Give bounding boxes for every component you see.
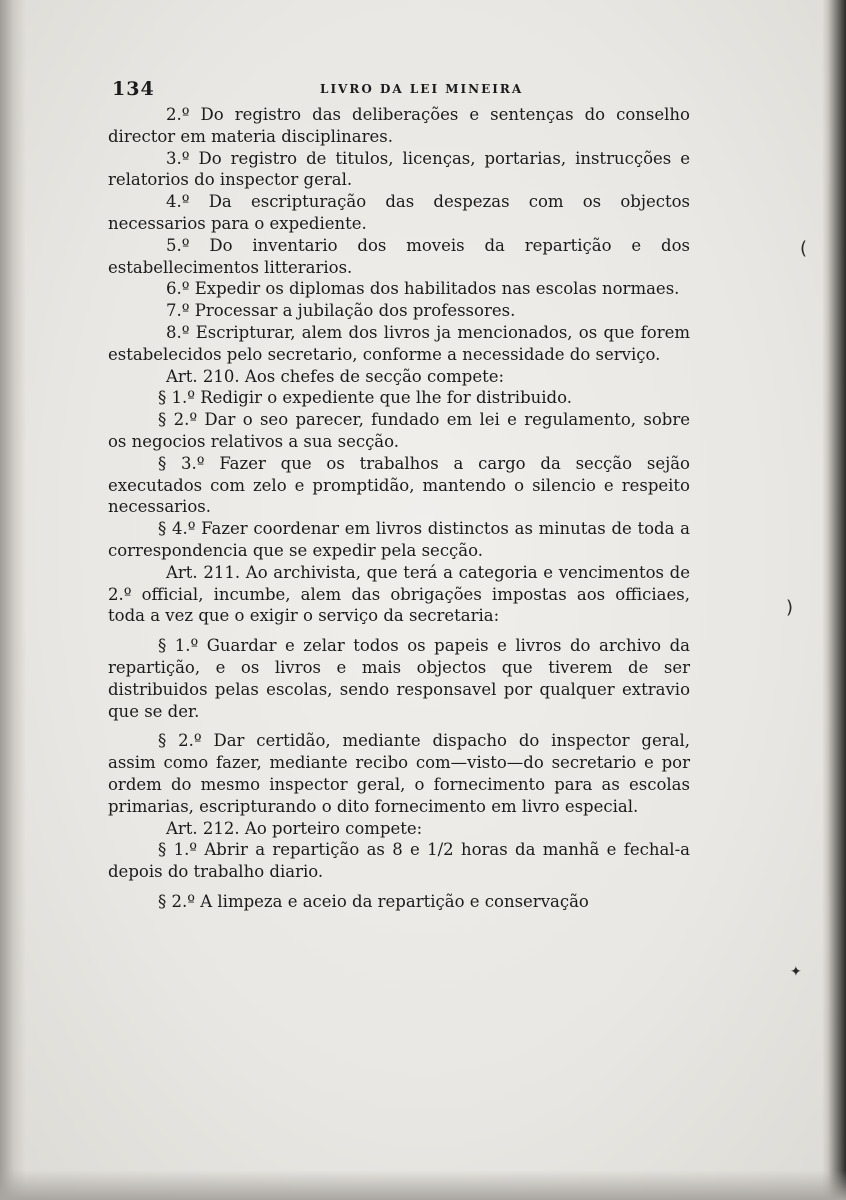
- section-paragraph: § 1.º Guardar e zelar todos os papeis e livros do archivo da repartição, e os livros e mais objectos que tiverem de ser distribuidos pelas escolas, sendo responsavel por qualquer extravio que se der.: [108, 636, 690, 721]
- page-number: 134: [112, 78, 155, 100]
- margin-mark: ): [786, 597, 794, 618]
- article-heading: Art. 210. Aos chefes de secção compete:: [166, 366, 505, 386]
- page-right-edge-shadow: [822, 0, 846, 1200]
- paragraph: 4.º Da escripturação das despezas com os objectos necessarios para o expediente.: [108, 192, 690, 233]
- margin-mark: ✦: [790, 964, 802, 980]
- section-paragraph: § 2.º A limpeza e aceio da repartição e conservação: [158, 891, 589, 911]
- article-heading: Art. 212. Ao porteiro compete:: [166, 818, 423, 838]
- page-header: [100, 70, 690, 104]
- section-paragraph: § 1.º Redigir o expediente que lhe for distribuido.: [158, 388, 572, 408]
- section-paragraph: § 2.º Dar certidão, mediante dispacho do inspector geral, assim como fazer, mediante recibo com—visto—do secretario e por ordem do mesmo inspector geral, o fornecimento para as escolas primarias, escripturando o dito fornecimento em livro especial.: [108, 731, 690, 816]
- page-left-edge-shadow: [0, 0, 26, 1200]
- paragraph: 7.º Processar a jubilação dos professores.: [166, 301, 516, 321]
- article-paragraph: Art. 211. Ao archivista, que terá a categoria e vencimentos de 2.º official, incumbe, alem das obrigações impostas aos officiaes, toda a vez que o exigir o serviço da secretaria:: [108, 562, 690, 626]
- margin-mark: (: [800, 238, 808, 259]
- section-paragraph: § 3.º Fazer que os trabalhos a cargo da secção sejão executados com zelo e promptidão, mantendo o silencio e respeito necessarios.: [108, 453, 690, 517]
- section-paragraph: § 1.º Abrir a repartição as 8 e 1/2 horas da manhã e fechal-a depois do trabalho diario.: [108, 840, 690, 882]
- section-paragraph: § 2.º Dar o seo parecer, fundado em lei e regulamento, sobre os negocios relativos a sua secção.: [108, 410, 690, 451]
- page-bottom-edge-shadow: [0, 1170, 846, 1200]
- body-text: [100, 104, 690, 913]
- section-paragraph: § 4.º Fazer coordenar em livros distinctos as minutas de toda a correspondencia que se expedir pela secção.: [108, 519, 690, 560]
- paragraph: 5.º Do inventario dos moveis da repartição e dos estabellecimentos litterarios.: [108, 235, 690, 277]
- running-title: LIVRO DA LEI MINEIRA: [320, 82, 524, 96]
- paragraph: 6.º Expedir os diplomas dos habilitados nas escolas normaes.: [166, 279, 680, 299]
- paragraph: 2.º Do registro das deliberações e sentenças do conselho director em materia disciplinares.: [108, 105, 690, 146]
- book-page: [100, 70, 690, 913]
- paragraph: 3.º Do registro de titulos, licenças, portarias, instrucções e relatorios do inspector geral.: [108, 148, 690, 190]
- paragraph: 8.º Escripturar, alem dos livros ja mencionados, os que forem estabelecidos pelo secretario, conforme a necessidade do serviço.: [108, 322, 690, 364]
